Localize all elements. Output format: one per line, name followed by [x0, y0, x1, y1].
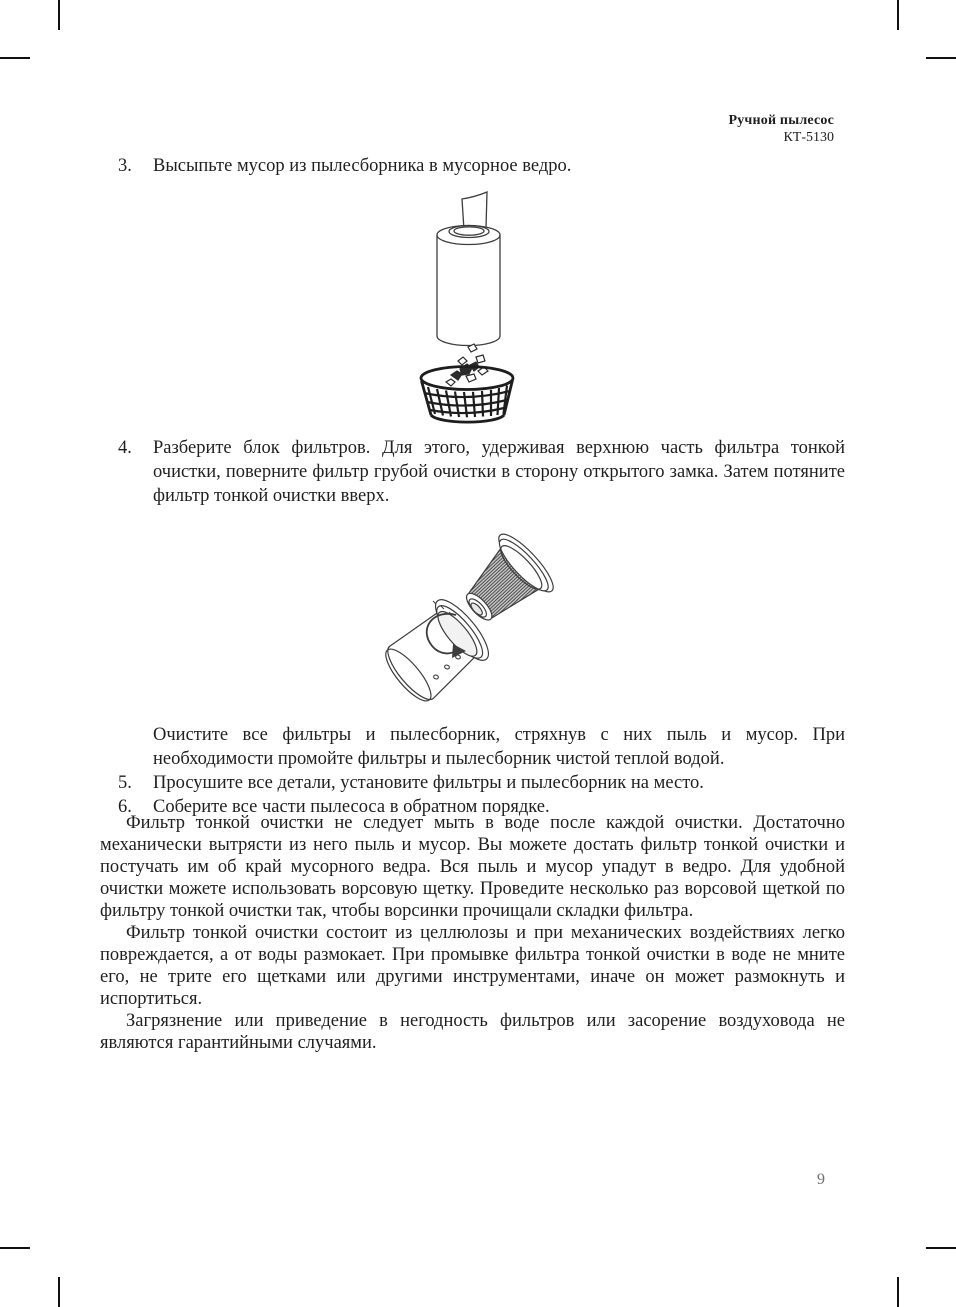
product-name: Ручной пылесос [728, 113, 834, 128]
dust-container-illustration [380, 185, 600, 435]
dust-container-outline [437, 192, 500, 346]
crop-mark-top-right-vertical [897, 0, 899, 30]
step-item-4 [118, 436, 845, 508]
figure-filter-disassembly [370, 515, 600, 715]
running-header [728, 112, 834, 146]
step-text: Разберите блок фильтров. Для этого, удерживая верхнюю часть фильтра тонкой очистки, поверните фильтр грубой очистки в сторону открытого замка. Затем потяните фильтр тонкой очистки вверх. [153, 438, 845, 506]
filter-block-illustration [370, 515, 600, 715]
step-number: 4. [118, 438, 132, 458]
step-item-3 [118, 154, 845, 178]
crop-mark-top-left-horizontal [0, 57, 30, 59]
paragraph-fine-filter-cleaning: Фильтр тонкой очистки не следует мыть в воде после каждой очистки. Достаточно механически вытрясти из него пыль и мусор. Вы можете достать фильтр тонкой очистки и постучать им об край мусорного ведра. Вся пыль и мусор упадут в ведро. Для удобной очистки можете использовать ворсовую щетку. Проведите несколько раз ворсовой щеткой по фильтру тонкой очистки так, чтобы ворсинки прочищали складки фильтра. [100, 813, 845, 921]
step-text: Просушите все детали, установите фильтры и пылесборник на место. [153, 773, 704, 793]
crop-mark-bottom-right-vertical [897, 1277, 899, 1307]
crop-mark-bottom-right-horizontal [926, 1247, 956, 1249]
step-number: 3. [118, 156, 132, 176]
crop-mark-top-right-horizontal [926, 57, 956, 59]
crop-mark-bottom-left-vertical [58, 1277, 60, 1307]
falling-debris [446, 344, 488, 386]
paragraph-fine-filter-material: Фильтр тонкой очистки состоит из целлюлозы и при механических воздействиях легко повреждается, а от воды размокает. При промывке фильтра тонкой очистки в воде не мните его, не трите его щетками или другими инструментами, иначе он может размокнуть и испортиться. [100, 923, 845, 1009]
body-paragraphs [100, 812, 845, 1054]
step-number: 6. [118, 797, 132, 817]
paragraph-warranty-note: Загрязнение или приведение в негодность фильтров или засорение воздуховода не являются гарантийными случаями. [100, 1011, 845, 1053]
step-text: Соберите все части пылесоса в обратном порядке. [153, 797, 550, 817]
crop-mark-bottom-left-horizontal [0, 1247, 30, 1249]
step-number: 5. [118, 773, 132, 793]
crop-mark-top-left-vertical [58, 0, 60, 30]
step4-note: Очистите все фильтры и пылесборник, стряхнув с них пыль и мусор. При необходимости промойте фильтры и пылесборник чистой теплой водой. [153, 725, 845, 769]
model-number: КТ-5130 [783, 130, 834, 145]
step-item-5 [118, 771, 845, 795]
figure-empty-dust-container [380, 185, 600, 435]
step-text: Высыпьте мусор из пылесборника в мусорное ведро. [153, 156, 572, 176]
page-number: 9 [817, 1171, 825, 1188]
